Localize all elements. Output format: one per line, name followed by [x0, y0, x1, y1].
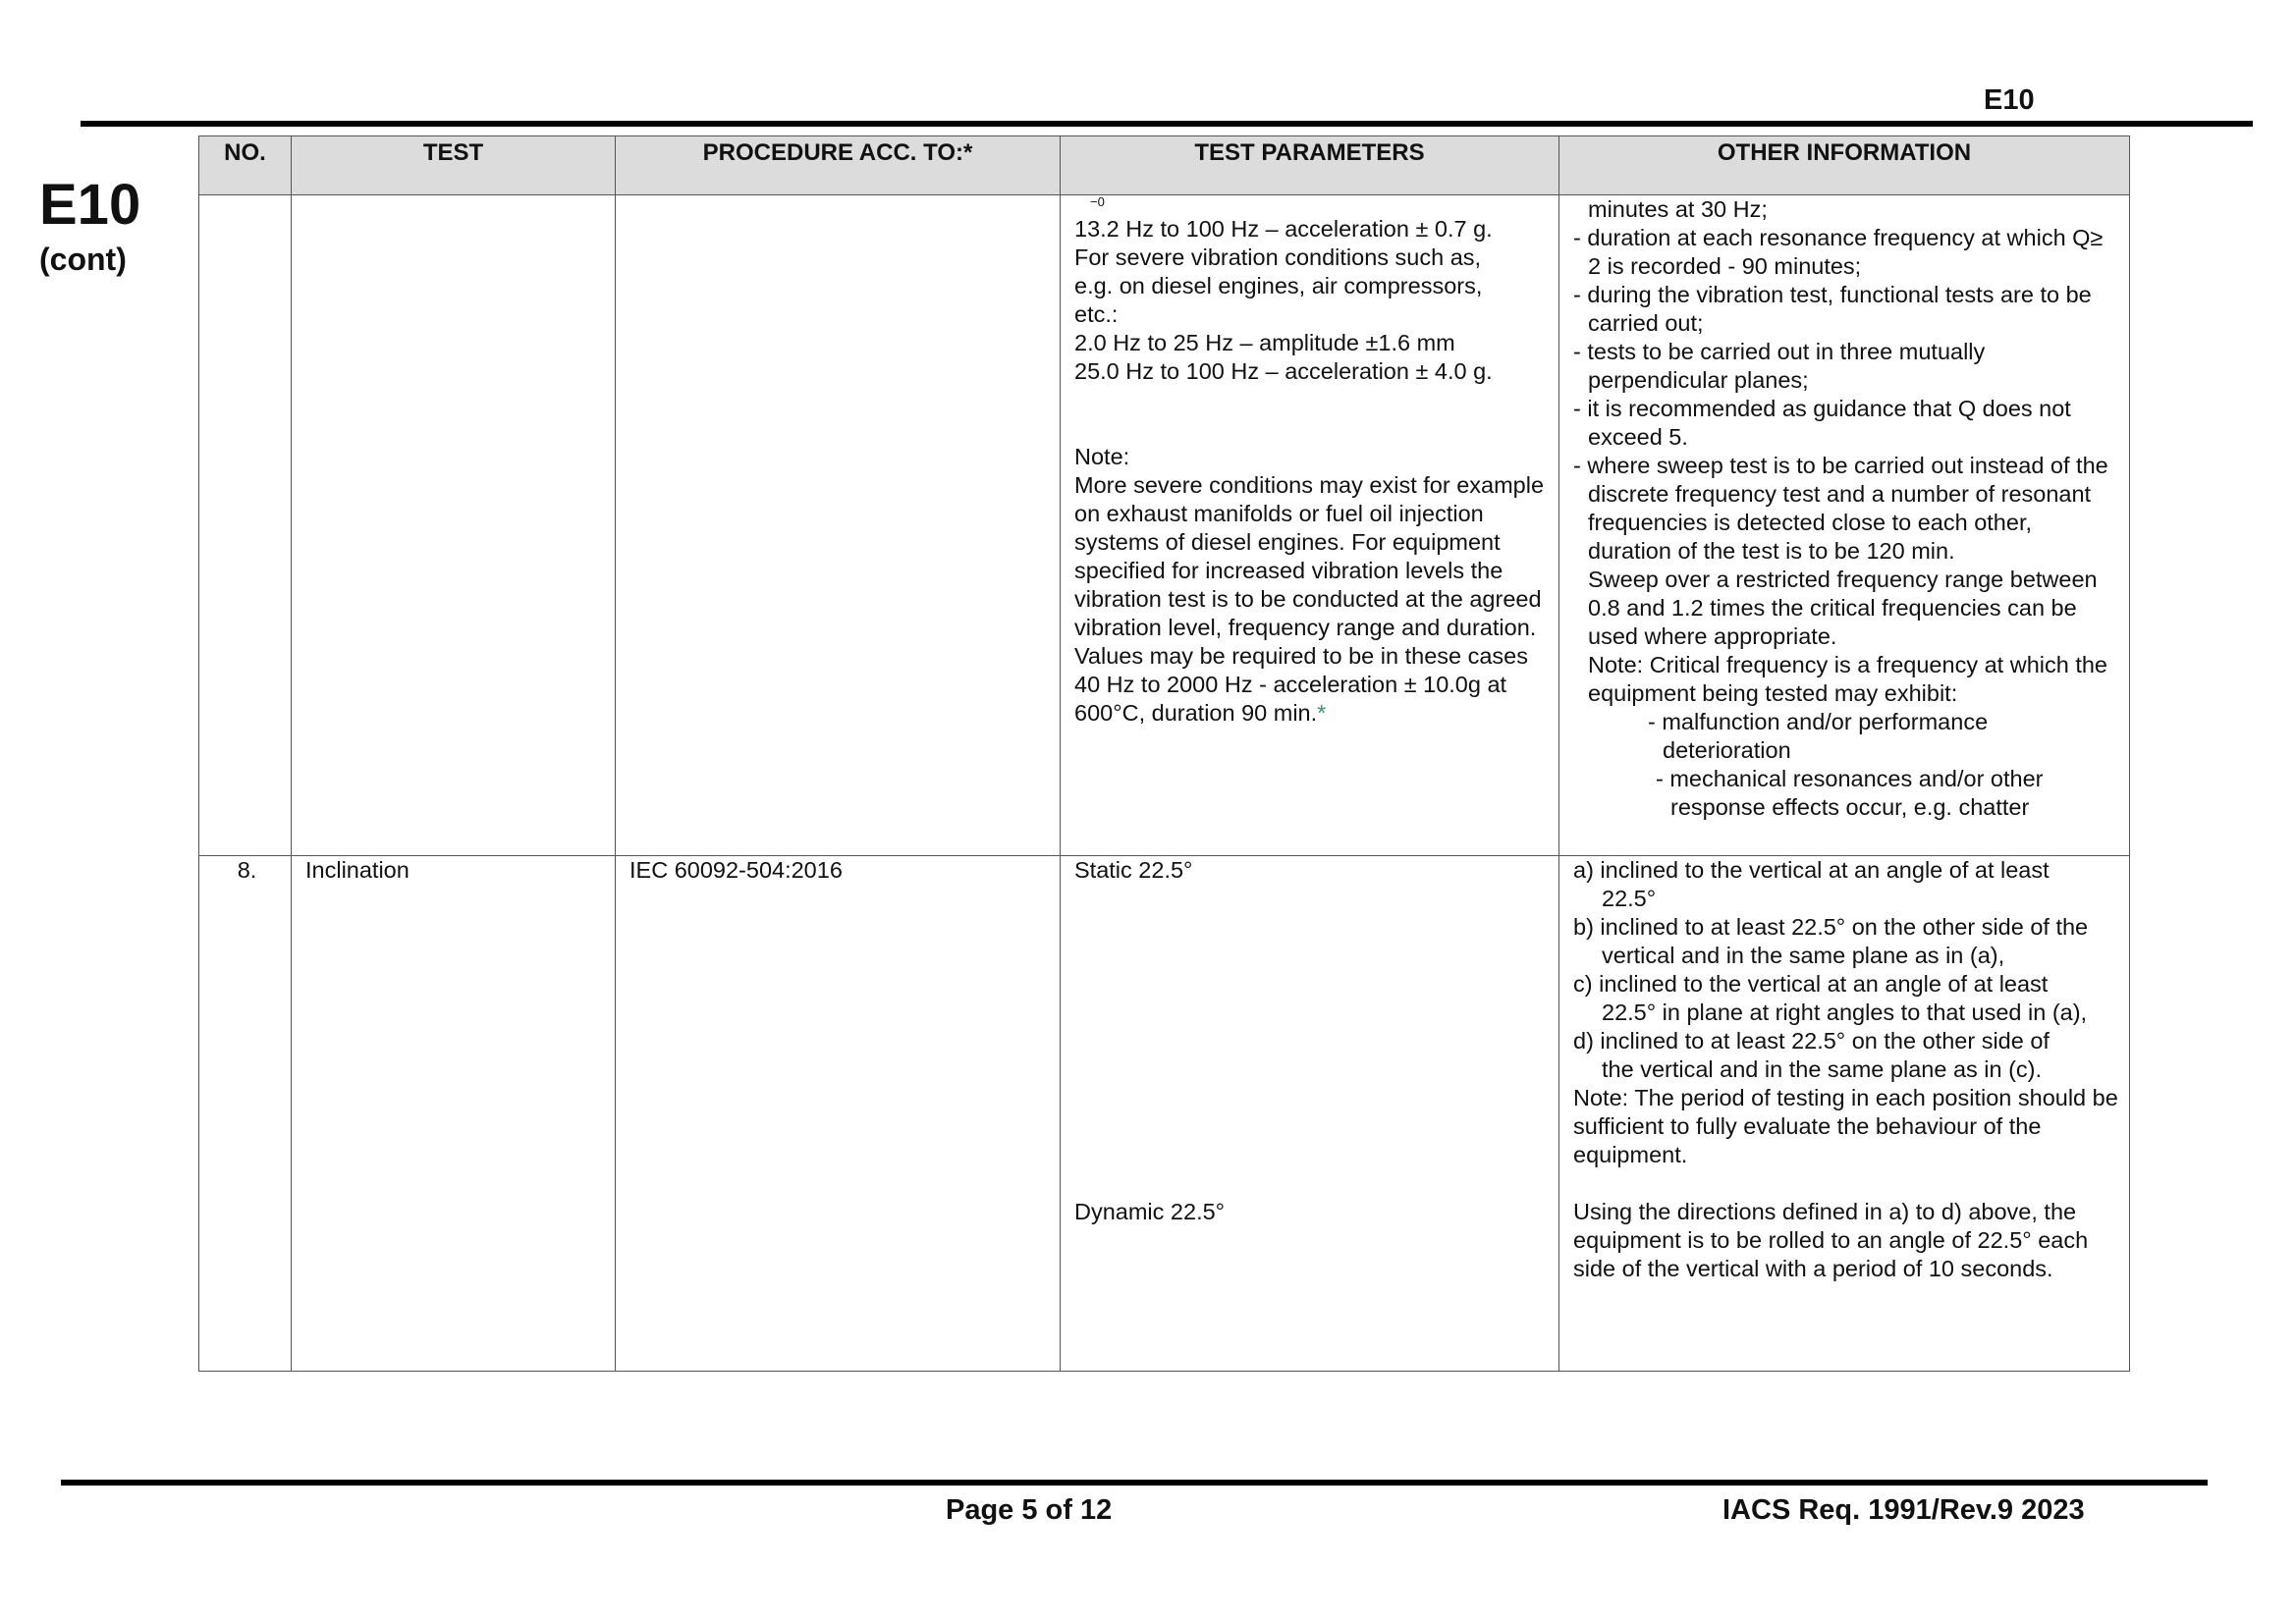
list-item: Note: Critical frequency is a frequency at which the equipment being tested may exhibit:: [1588, 652, 2108, 706]
side-code: E10: [39, 173, 141, 237]
cell-other-information: [1559, 195, 2130, 856]
spacer: [1573, 1169, 2119, 1198]
params-dynamic: Dynamic 22.5°: [1074, 1199, 1226, 1224]
table-header-row: [199, 136, 2130, 195]
info-d-cont: the vertical and in the same plane as in (c).: [1602, 1056, 2043, 1082]
list-item: - during the vibration test, functional tests are to be carried out;: [1573, 282, 2092, 336]
list-item: - tests to be carried out in three mutually perpendicular planes;: [1573, 339, 1986, 393]
header-test: TEST: [292, 136, 616, 195]
list-item: - where sweep test is to be carried out instead of the discrete frequency test and a number of resonant frequencies is detected close to each other, duration of the test is to be 120 min.: [1573, 453, 2108, 564]
params-line: 25.0 Hz to 100 Hz – acceleration ± 4.0 g.: [1074, 358, 1493, 384]
list-item: - it is recommended as guidance that Q does not exceed 5.: [1573, 396, 2071, 450]
list-item: minutes at 30 Hz;: [1588, 196, 1768, 222]
note-body: More severe conditions may exist for example on exhaust manifolds or fuel oil injection systems of diesel engines. For equipment specified for increased vibration levels the vibration test is to be conducted at the agreed vibration level, frequency range and duration. Values may be required to be in these cases 40 Hz to 2000 Hz - acceleration ± 10.0g at 600°C, duration 90 min.: [1074, 472, 1545, 726]
cell-test-parameters: [1061, 195, 1559, 856]
note-text: [1074, 471, 1549, 728]
spacer: [1074, 386, 1549, 443]
header-code: E10: [1984, 84, 2035, 116]
header-test-parameters: TEST PARAMETERS: [1061, 136, 1559, 195]
requirements-table: [198, 135, 2130, 1372]
list-item: - duration at each resonance frequency at which Q≥ 2 is recorded - 90 minutes;: [1573, 225, 2104, 279]
list-item: - malfunction and/or performance deterioration: [1648, 709, 1989, 763]
params-line: 2.0 Hz to 25 Hz – amplitude ±1.6 mm: [1074, 330, 1455, 355]
params-line: For severe vibration conditions such as,: [1074, 244, 1482, 270]
header-other-information: OTHER INFORMATION: [1559, 136, 2130, 195]
footer-rule: [61, 1480, 2208, 1486]
cell-test: [292, 195, 616, 856]
list-item: - mechanical resonances and/or other response effects occur, e.g. chatter: [1656, 766, 2044, 820]
info-c: c) inclined to the vertical at an angle of at least: [1573, 971, 2049, 997]
cell-no: [199, 195, 292, 856]
info-a-cont: 22.5°: [1602, 886, 1657, 911]
info-b-cont: vertical and in the same plane as in (a),: [1602, 943, 2005, 968]
info-d: d) inclined to at least 22.5° on the other side of: [1573, 1028, 2050, 1054]
info-b: b) inclined to at least 22.5° on the other side of the: [1573, 914, 2089, 940]
cell-no: 8.: [199, 856, 292, 1372]
cell-other-information: [1559, 856, 2130, 1372]
cell-test: Inclination: [292, 856, 616, 1372]
params-line: etc.:: [1074, 301, 1119, 327]
header-no: NO.: [199, 136, 292, 195]
header-rule: [81, 121, 2253, 127]
footer-reference: IACS Req. 1991/Rev.9 2023: [1722, 1494, 2085, 1526]
cell-test-parameters: [1061, 856, 1559, 1372]
info-a: a) inclined to the vertical at an angle of at least: [1573, 857, 2050, 883]
info-dynamic: Using the directions defined in a) to d) above, the equipment is to be rolled to an angle of 22.5° each side of the vertical with a period of 10 seconds.: [1573, 1199, 2089, 1281]
cell-procedure: IEC 60092-504:2016: [616, 856, 1061, 1372]
cell-procedure: [616, 195, 1061, 856]
table-row: [199, 856, 2130, 1372]
note-title: Note:: [1074, 444, 1130, 469]
info-note: Note: The period of testing in each position should be sufficient to fully evaluate the behaviour of the equipment.: [1573, 1085, 2118, 1167]
footer-page-number: Page 5 of 12: [946, 1494, 1113, 1526]
header-procedure: PROCEDURE ACC. TO:*: [616, 136, 1061, 195]
info-c-cont: 22.5° in plane at right angles to that used in (a),: [1602, 1000, 2088, 1025]
params-static: Static 22.5°: [1074, 857, 1193, 883]
info-list: [1573, 195, 2119, 822]
table-row: [199, 195, 2130, 856]
params-line: e.g. on diesel engines, air compressors,: [1074, 273, 1483, 298]
params-superscript: −0: [1090, 194, 1105, 209]
note-marker: *: [1317, 700, 1327, 726]
side-cont-label: (cont): [39, 242, 127, 277]
params-line: 13.2 Hz to 100 Hz – acceleration ± 0.7 g.: [1074, 216, 1493, 242]
list-item: Sweep over a restricted frequency range between 0.8 and 1.2 times the critical frequencies can be used where appropriate.: [1588, 567, 2098, 649]
